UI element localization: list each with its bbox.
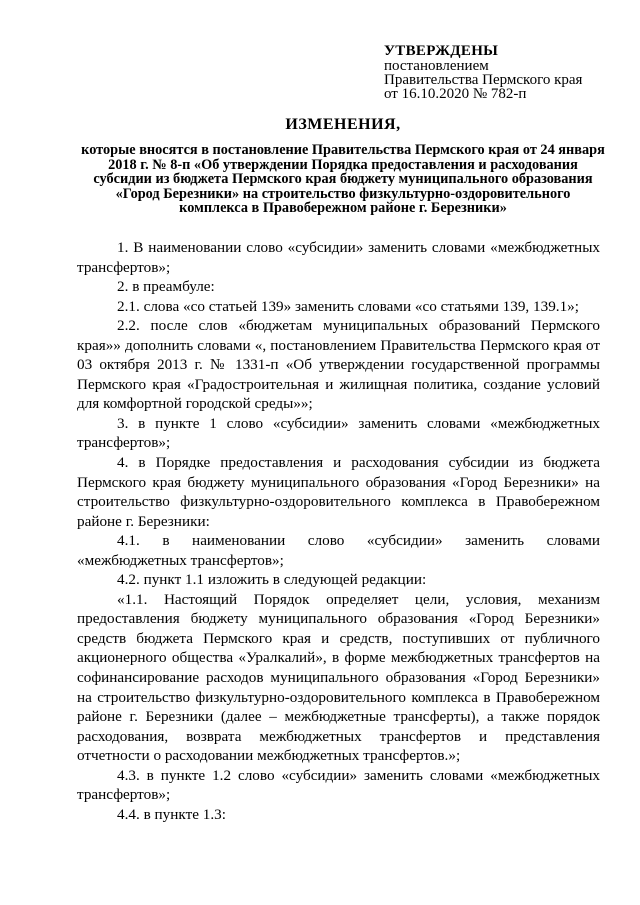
approval-block [384,44,624,101]
paragraph-2: 2. в преамбуле: [117,278,215,296]
paragraph-4: 4. в Порядке предоставления и расходования субсидии из бюджета Пермского края бюджету муниципального образования «Город Березники» на строительство физкультурно-оздоровительного комплекса в Правобережном районе г. Березники: [77,454,600,530]
approval-line-1: постановлением [384,58,489,74]
paragraph-1: 1. В наименовании слово «субсидии» заменить словами «межбюджетных трансфертов»; [77,239,600,276]
paragraph-4-2: 4.2. пункт 1.1 изложить в следующей редакции: [117,571,427,589]
paragraph-2-1: 2.1. слова «со статьей 139» заменить словами «со статьями 139, 139.1»; [117,297,579,315]
paragraph-3: 3. в пункте 1 слово «субсидии» заменить словами «межбюджетных трансфертов»; [77,414,600,452]
document-title: ИЗМЕНЕНИЯ, [285,116,401,133]
document-body [77,238,600,824]
paragraph-2-2: 2.2. после слов «бюджетам муниципальных образований Пермского края»» дополнить словами «, постановлением Правительства Пермского края от 03 октября 2013 г. № 1331-п «Об утверждении государственной программы Пермского края «Градостроительная и жилищная политика, создание условий для комфортной городской среды»»; [77,317,600,413]
paragraph-4-3: 4.3. в пункте 1.2 слово «субсидии» заменить словами «межбюджетных трансфертов»; [77,766,600,804]
document-subtitle: которые вносятся в постановление Правительства Пермского края от 24 января 2018 г. № 8-п «Об утверждении Порядка предоставления и расходования субсидии из бюджета Пермского края бюджету муниципального образования «Город Березники» на строительство физкультурно-оздоровительного комплекса в Правобережном районе г. Березники» [81,142,605,216]
document-heading [80,116,606,216]
approval-line-3: от 16.10.2020 № 782-п [384,86,527,102]
approval-title: УТВЕРЖДЕНЫ [384,43,499,59]
paragraph-4-1: 4.1. в наименовании слово «субсидии» заменить словами «межбюджетных трансфертов»; [77,532,600,569]
paragraph-4-4: 4.4. в пункте 1.3: [117,805,226,823]
approval-line-2: Правительства Пермского края [384,72,583,88]
paragraph-quote-1-1: «1.1. Настоящий Порядок определяет цели, условия, механизм предоставления бюджету муниципального образования «Город Березники» средств бюджета Пермского края и средств, поступивших от публичного акционерного общества «Уралкалий», в форме межбюджетных трансфертов на софинансирование расходов муниципального образования «Город Березники» на строительство физкультурно-оздоровительного комплекса в Правобережном районе г. Березники (далее – межбюджетные трансферты), а также порядок расходования, возврата межбюджетных трансфертов и представления отчетности о расходовании межбюджетных трансфертов.»; [77,590,600,765]
